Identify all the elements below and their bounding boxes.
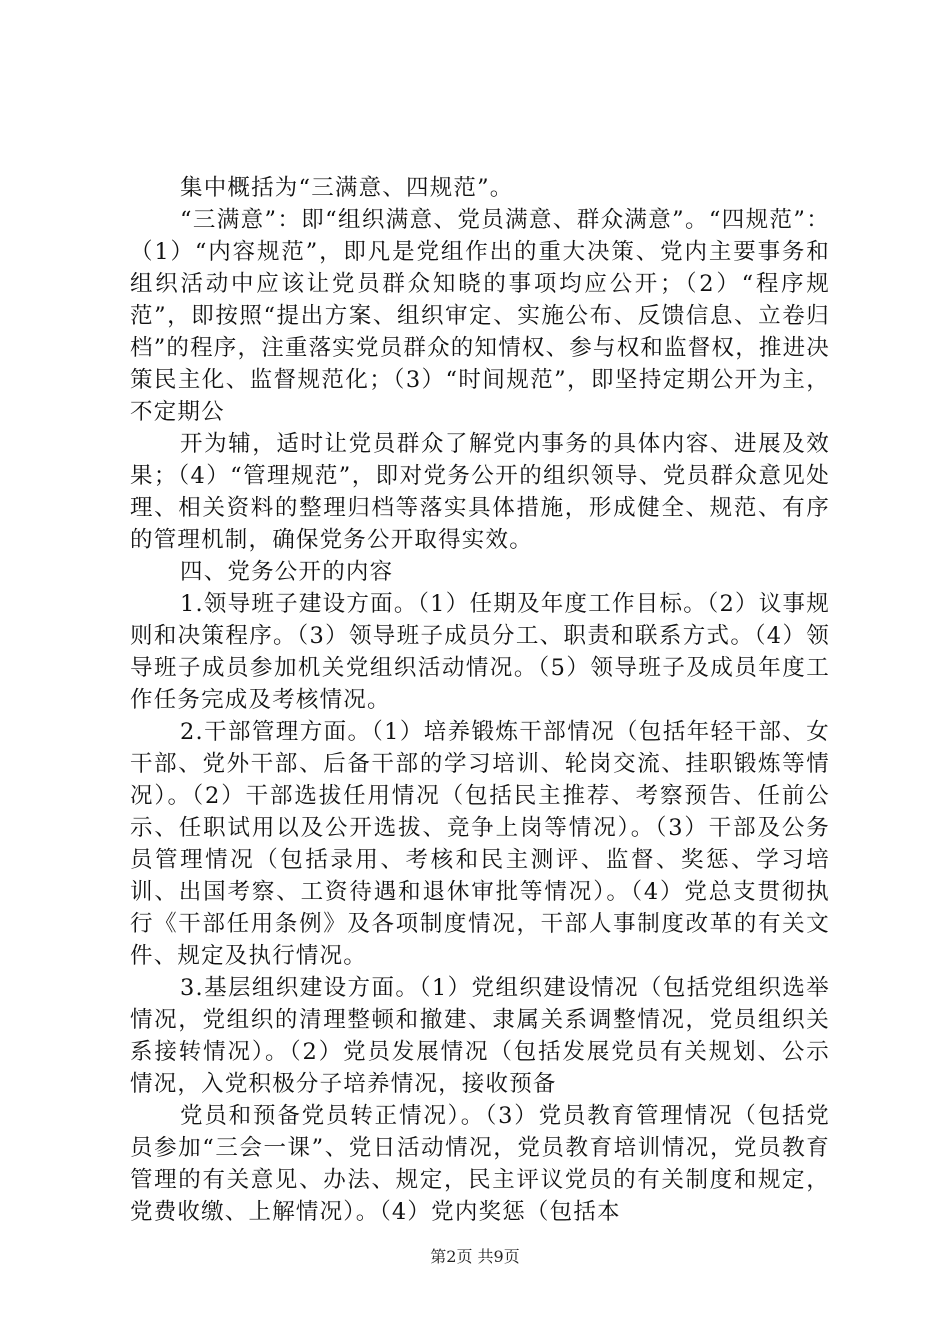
paragraph-three-satisfactions: “三满意”：即“组织满意、党员满意、群众满意”。“四规范”：（1）“内容规范”，即凡是党组作出的重大决策、党内主要事务和组织活动中应该让党员群众知晓的事项均应公开；（2）“程序规范”，即按照“提出方案、组织审定、实施公布、反馈信息、立卷归档”的程序，注重落实党员群众的知情权、参与权和监督权，推进决策民主化、监督规范化；（3）“时间规范”，即坚持定期公开为主，不定期公	[130, 207, 831, 425]
paragraph-cadre-management: 2.干部管理方面。（1）培养锻炼干部情况（包括年轻干部、女干部、党外干部、后备干部的学习培训、轮岗交流、挂职锻炼等情况）。（2）干部选拔任用情况（包括民主推荐、考察预告、任前公示、任职试用以及公开选拔、竞争上岗等情况）。（3）干部及公务员管理情况（包括录用、考核和民主测评、监督、奖惩、学习培训、出国考察、工资待遇和退休审批等情况）。（4）党总支贯彻执行《干部任用条例》及各项制度情况，干部人事制度改革的有关文件、规定及执行情况。	[130, 719, 830, 969]
paragraph-party-member-education: 党员和预备党员转正情况）。（3）党员教育管理情况（包括党员参加“三会一课”、党日活动情况，党员教育培训情况，党员教育管理的有关意见、办法、规定，民主评议党员的有关制度和规定，党费收缴、上解情况）。（4）党内奖惩（包括本	[130, 1103, 830, 1225]
paragraph-grassroots: 3.基层组织建设方面。（1）党组织建设情况（包括党组织选举情况，党组织的清理整顿和撤建、隶属关系调整情况，党员组织关系接转情况）。（2）党员发展情况（包括发展党员有关规划、公示情况，入党积极分子培养情况，接收预备	[130, 975, 830, 1097]
paragraph-summary: 集中概括为“三满意、四规范”。	[180, 175, 514, 201]
document-body	[130, 172, 830, 1228]
section-heading: 四、党务公开的内容	[180, 559, 394, 585]
paragraph-leadership: 1.领导班子建设方面。（1）任期及年度工作目标。（2）议事规则和决策程序。（3）领导班子成员分工、职责和联系方式。（4）领导班子成员参加机关党组织活动情况。（5）领导班子及成员年度工作任务完成及考核情况。	[130, 591, 830, 713]
page-footer: 第2页 共9页	[430, 1247, 520, 1266]
paragraph-management-norms: 开为辅，适时让党员群众了解党内事务的具体内容、进展及效果；（4）“管理规范”，即对党务公开的组织领导、党员群众意见处理、相关资料的整理归档等落实具体措施，形成健全、规范、有序的管理机制，确保党务公开取得实效。	[130, 431, 830, 553]
